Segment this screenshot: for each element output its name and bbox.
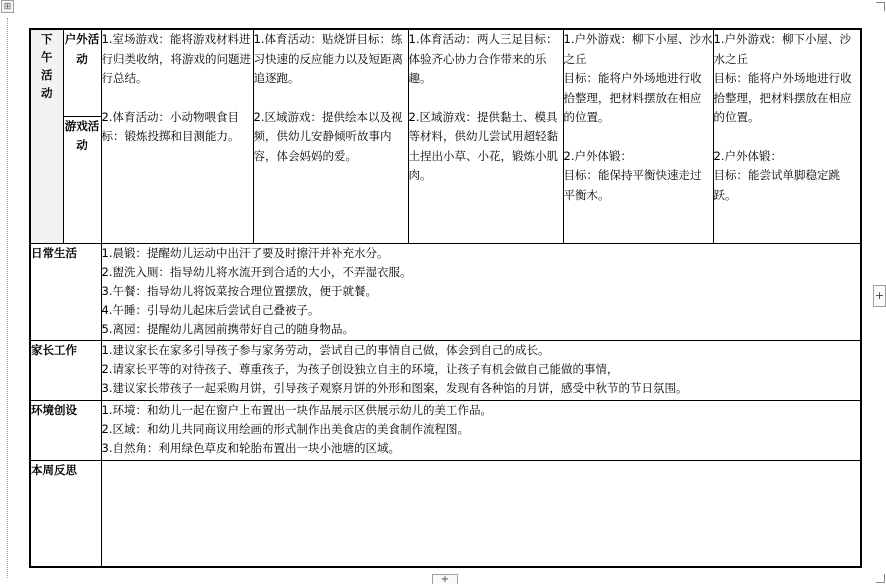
page-corner-mark-top (876, 2, 885, 11)
move-icon: ⊞ (3, 2, 12, 12)
margin-guide (7, 18, 8, 578)
day-cell-3[interactable] (408, 29, 563, 243)
day-cell-5[interactable] (713, 29, 861, 243)
daily-life-row (30, 243, 861, 340)
day-cell-4[interactable] (563, 29, 713, 243)
environment-content[interactable] (101, 400, 861, 460)
parent-work-label: 家长工作 (30, 340, 101, 400)
table-move-handle[interactable] (1, 0, 14, 13)
day-2-para-2: 2.区域游戏：提供绘本以及视频，供幼儿安静倾听故事内容，体会妈妈的爱。 (253, 109, 403, 163)
daily-life-item-3: 3.午餐：指导幼儿将饭菜按合理位置摆放，便于就餐。 (101, 283, 377, 298)
daily-life-item-1: 1.晨锻：提醒幼儿运动中出汗了要及时擦汗并补充水分。 (101, 245, 389, 260)
reflection-label: 本周反思 (30, 460, 101, 567)
day-cell-2[interactable] (253, 29, 408, 243)
daily-life-item-5: 5.离园：提醒幼儿离园前携带好自己的随身物品。 (101, 321, 354, 336)
reflection-content[interactable] (101, 460, 861, 567)
environment-item-1: 1.环境：和幼儿一起在窗户上布置出一块作品展示区供展示幼儿的美工作品。 (101, 402, 492, 417)
daily-life-label: 日常生活 (30, 243, 101, 340)
day-3-para-1: 1.体育活动：两人三足目标：体验齐心协力合作带来的乐趣。 (408, 32, 558, 85)
day-3-para-2: 2.区域游戏：提供黏土、模具等材料，供幼儿尝试用超轻黏土捏出小草、小花，锻炼小肌肉。 (408, 109, 558, 182)
day-4-para-1: 1.户外游戏：柳下小屋、沙水之丘 (563, 32, 713, 66)
daily-life-content[interactable] (101, 243, 861, 340)
day-4-para-4: 目标：能保持平衡快速走过平衡木。 (563, 168, 702, 202)
day-2-para-1: 1.体育活动：贴烧饼目标：练习快速的反应能力以及短距离追逐跑。 (253, 32, 403, 85)
afternoon-row-outdoor (30, 29, 861, 116)
page-corner-mark-bottom (876, 574, 885, 583)
environment-row (30, 400, 861, 460)
parent-work-item-1: 1.建议家长在家多引导孩子参与家务劳动，尝试自己的事情自己做，体会到自己的成长。 (101, 342, 550, 357)
day-5-para-3: 2.户外体锻： (713, 148, 782, 163)
day-1-para-1: 1.室场游戏：能将游戏材料进行归类收纳，将游戏的问题进行总结。 (101, 32, 251, 85)
parent-work-item-2: 2.请家长平等的对待孩子、尊重孩子，为孩子创设独立自主的环境，让孩子有机会做自己能做的事情， (101, 361, 619, 376)
plus-icon: + (440, 574, 450, 584)
outdoor-activity-label: 户外活动 (63, 29, 101, 116)
environment-item-2: 2.区域：和幼儿共同商议用绘画的形式制作出美食店的美食制作流程图。 (101, 421, 469, 436)
plus-icon: + (874, 289, 885, 302)
day-4-para-3: 2.户外体锻： (563, 148, 632, 163)
day-cell-1[interactable] (101, 29, 253, 243)
reflection-row (30, 460, 861, 567)
add-column-button[interactable] (432, 574, 458, 584)
environment-item-3: 3.自然角：利用绿色草皮和轮胎布置出一块小池塘的区域。 (101, 440, 400, 455)
day-5-para-4: 目标：能尝试单脚稳定跳跃。 (713, 168, 840, 202)
parent-work-content[interactable] (101, 340, 861, 400)
day-1-para-2: 2.体育活动：小动物喂食目标：锻炼投掷和目测能力。 (101, 109, 240, 143)
parent-work-row (30, 340, 861, 400)
day-5-para-2: 目标：能将户外场地进行收拾整理，把材料摆放在相应的位置。 (713, 71, 852, 124)
add-row-button[interactable] (873, 285, 886, 307)
parent-work-item-3: 3.建议家长带孩子一起采购月饼，引导孩子观察月饼的外形和图案，发现有各种馅的月饼，感受中秋节的节日氛围。 (101, 380, 688, 395)
afternoon-label: 下午活动 (41, 32, 53, 100)
daily-life-item-4: 4.午睡：引导幼儿起床后尝试自己叠被子。 (101, 302, 320, 317)
environment-label: 环境创设 (30, 400, 101, 460)
weekly-plan-table (29, 28, 862, 568)
game-activity-label: 游戏活动 (63, 116, 101, 243)
day-5-para-1: 1.户外游戏：柳下小屋、沙水之丘 (713, 32, 851, 66)
afternoon-label-cell (30, 29, 63, 243)
daily-life-item-2: 2.盥洗入厕：指导幼儿将水流开到合适的大小，不弄湿衣服。 (101, 264, 412, 279)
day-4-para-2: 目标：能将户外场地进行收拾整理，把材料摆放在相应的位置。 (563, 71, 702, 124)
